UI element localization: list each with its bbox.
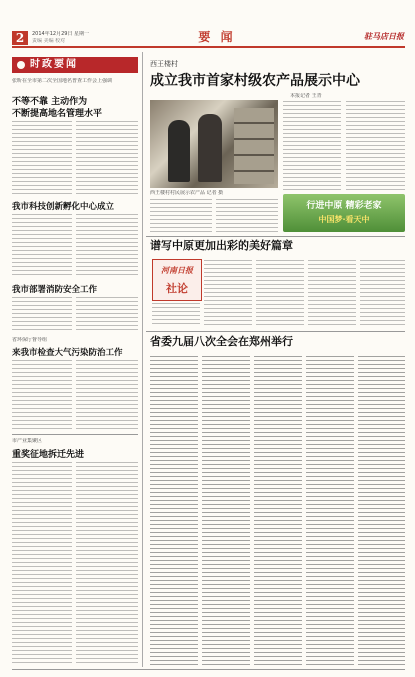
feature-body-b bbox=[216, 198, 278, 232]
badge-line-2: 社论 bbox=[166, 282, 188, 295]
shelf bbox=[234, 108, 274, 184]
section-rule bbox=[146, 236, 405, 237]
feature-kicker: 西王楼村 bbox=[150, 60, 178, 68]
date-line: 2014年12月29日 星期一 bbox=[32, 31, 90, 37]
plenum-body-5 bbox=[358, 355, 405, 666]
plenum-body-4 bbox=[306, 355, 354, 666]
story4-body-a bbox=[12, 359, 72, 431]
ad-line-1: 行进中原 精彩老家 bbox=[306, 201, 382, 211]
story1-body-b bbox=[76, 120, 138, 196]
story3-body-a bbox=[12, 296, 72, 332]
section-rule bbox=[146, 331, 405, 332]
story1-headline-2: 不断提高地名管理水平 bbox=[12, 109, 103, 119]
page-number-box bbox=[12, 31, 28, 45]
story5-kicker: 市产业集聚区 bbox=[12, 438, 43, 444]
ad-line-2: 中国梦·看天中 bbox=[318, 215, 370, 224]
story2-body-b bbox=[76, 213, 138, 275]
feature-body-c bbox=[283, 100, 341, 190]
story3-headline: 我市部署消防安全工作 bbox=[12, 285, 98, 295]
commentary-body-b bbox=[256, 259, 304, 327]
story4-headline: 来我市检查大气污染防治工作 bbox=[12, 348, 123, 358]
date-sub: 责编 美编 校对 bbox=[32, 38, 66, 44]
header-rule bbox=[12, 46, 405, 48]
feature-body-a bbox=[150, 198, 212, 232]
commentary-body-a2 bbox=[152, 302, 200, 327]
story4-kicker: 省环保厅督导组 bbox=[12, 337, 48, 343]
banner-icon bbox=[17, 61, 25, 69]
plenum-headline: 省委九届八次全会在郑州举行 bbox=[150, 335, 293, 348]
commentary-badge bbox=[152, 259, 202, 301]
column-banner bbox=[12, 57, 138, 73]
commentary-body-a bbox=[204, 259, 252, 327]
story5-headline: 重奖征地拆迁先进 bbox=[12, 450, 85, 460]
story5-body-b bbox=[76, 461, 138, 666]
story1-kicker: 张昕在全市第二次全国地名普查工作会上强调 bbox=[12, 78, 113, 84]
column-divider bbox=[142, 52, 143, 667]
story4-body-b bbox=[76, 359, 138, 431]
feature-photo bbox=[150, 100, 278, 188]
story1-body-a bbox=[12, 120, 72, 196]
left-separator bbox=[12, 434, 138, 435]
story3-body-b bbox=[76, 296, 138, 332]
commentary-headline: 谱写中原更加出彩的美好篇章 bbox=[150, 239, 293, 252]
footer-rule bbox=[12, 669, 405, 670]
plenum-body-3 bbox=[254, 355, 302, 666]
masthead: 驻马店日报 bbox=[364, 31, 404, 41]
person-figure bbox=[168, 120, 190, 182]
page-number: 2 bbox=[15, 31, 25, 45]
commentary-body-c bbox=[308, 259, 356, 327]
feature-headline: 成立我市首家村级农产品展示中心 bbox=[150, 73, 360, 89]
commentary-body-d bbox=[360, 259, 405, 327]
ad-banner bbox=[283, 194, 405, 232]
plenum-body-1 bbox=[150, 355, 198, 666]
story1-headline-1: 不等不靠 主动作为 bbox=[12, 97, 88, 107]
story5-body-a bbox=[12, 461, 72, 666]
photo-caption: 西王楼村村民展示农产品 记者 摄 bbox=[150, 190, 224, 196]
story2-body-a bbox=[12, 213, 72, 275]
story2-headline: 我市科技创新孵化中心成立 bbox=[12, 202, 115, 212]
section-title: 要 闻 bbox=[198, 30, 236, 44]
banner-label: 时政要闻 bbox=[30, 59, 78, 70]
feature-byline: 本报记者 王青 bbox=[290, 93, 322, 99]
plenum-body-2 bbox=[202, 355, 250, 666]
badge-line-1: 河南日报 bbox=[161, 265, 193, 275]
feature-body-d bbox=[346, 100, 405, 190]
person-figure bbox=[198, 114, 222, 182]
page-header bbox=[12, 28, 405, 46]
